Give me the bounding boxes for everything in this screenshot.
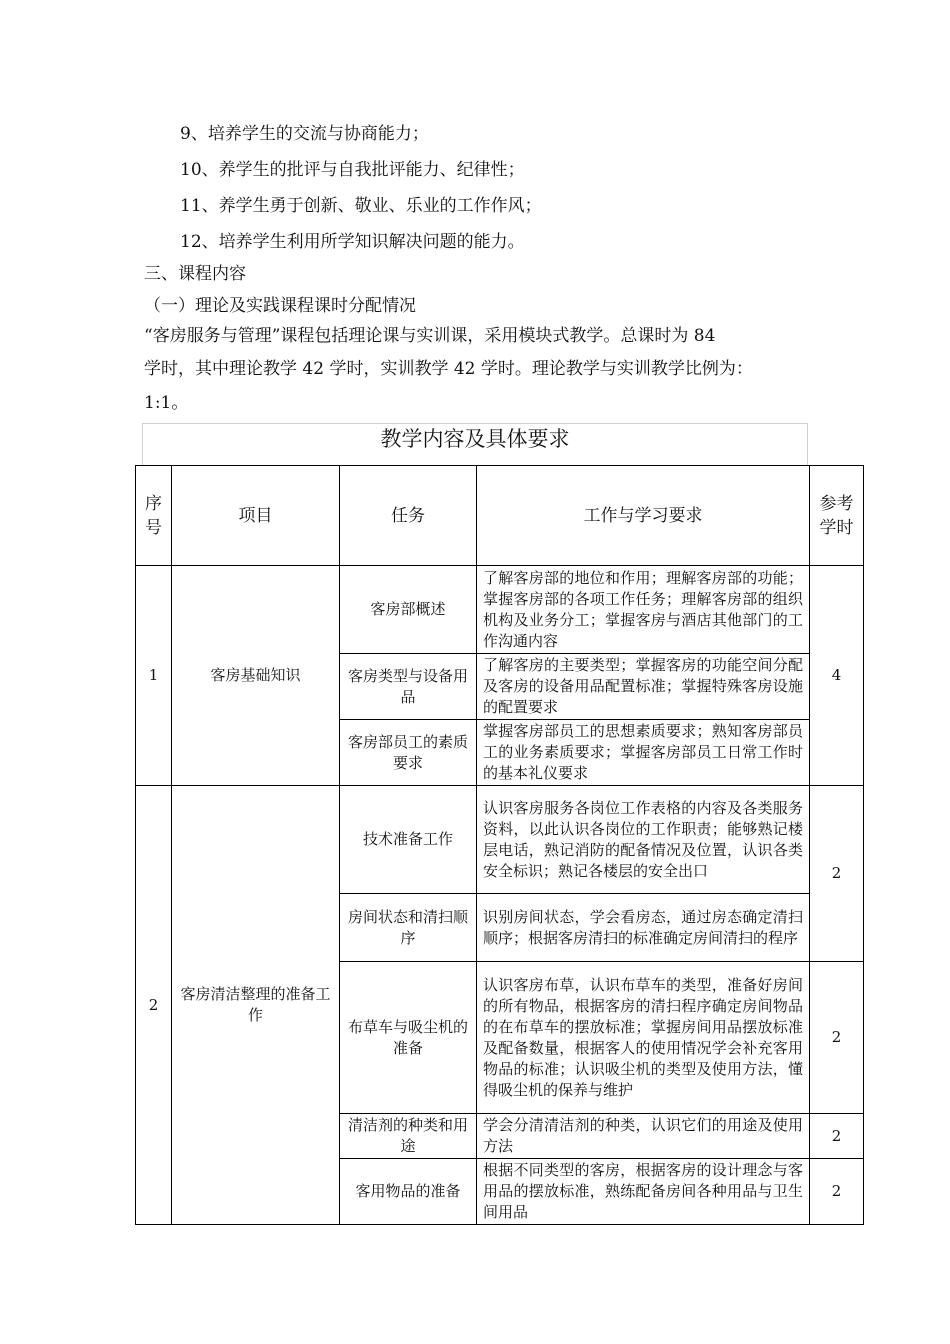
- cell-hours: 2: [810, 1159, 864, 1225]
- table-title: 教学内容及具体要求: [142, 423, 808, 465]
- goal-item-9: 9、培养学生的交流与协商能力；: [180, 124, 429, 144]
- table-header-row: [136, 466, 864, 566]
- intro-line-2: 学时，其中理论教学 42 学时，实训教学 42 学时。理论教学与实训教学比例为：: [144, 359, 753, 379]
- cell-task: 客房部员工的素质要求: [340, 720, 477, 786]
- header-seq: 序号: [136, 466, 172, 566]
- cell-requirement: 掌握客房部员工的思想素质要求；熟知客房部员工的业务素质要求；掌握客房部员工日常工作时的基本礼仪要求: [477, 720, 810, 786]
- header-hours: 参考学时: [810, 466, 864, 566]
- cell-requirement: 认识客房服务各岗位工作表格的内容及各类服务资料，以此认识各岗位的工作职责；能够熟记楼层电话，熟记消防的配备情况及位置，认识各类安全标识；熟记各楼层的安全出口: [477, 786, 810, 894]
- cell-hours: 2: [810, 1114, 864, 1159]
- intro-line-3: 1:1。: [144, 393, 189, 413]
- cell-seq: 2: [136, 786, 172, 1225]
- cell-task: 房间状态和清扫顺序: [340, 894, 477, 962]
- intro-line-1: “客房服务与管理”课程包括理论课与实训课，采用模块式教学。总课时为 84: [144, 326, 716, 346]
- cell-task: 清洁剂的种类和用途: [340, 1114, 477, 1159]
- header-task: 任务: [340, 466, 477, 566]
- cell-requirement: 认识客房布草，认识布草车的类型，准备好房间的所有物品，根据客房的清扫程序确定房间物品的在布草车的摆放标准；掌握房间用品摆放标准及配备数量，根据客人的使用情况学会补充客用物品的标准；认识吸尘机的类型及使用方法，懂得吸尘机的保养与维护: [477, 962, 810, 1114]
- header-requirement: 工作与学习要求: [477, 466, 810, 566]
- cell-task: 布草车与吸尘机的准备: [340, 962, 477, 1114]
- cell-requirement: 了解客房的主要类型；掌握客房的功能空间分配及客房的设备用品配置标准；掌握特殊客房设施的配置要求: [477, 654, 810, 720]
- section-heading: 三、课程内容: [144, 264, 246, 284]
- cell-requirement: 识别房间状态，学会看房态，通过房态确定清扫顺序；根据客房清扫的标准确定房间清扫的程序: [477, 894, 810, 962]
- cell-hours: 4: [810, 566, 864, 786]
- cell-requirement: 学会分清清洁剂的种类，认识它们的用途及使用方法: [477, 1114, 810, 1159]
- header-project: 项目: [172, 466, 340, 566]
- cell-requirement: 了解客房部的地位和作用；理解客房部的功能；掌握客房部的各项工作任务；理解客房部的组织机构及业务分工；掌握客房与酒店其他部门的工作沟通内容: [477, 566, 810, 654]
- cell-hours: 2: [810, 786, 864, 962]
- cell-hours: 2: [810, 962, 864, 1114]
- cell-task: 客用物品的准备: [340, 1159, 477, 1225]
- cell-task: 客房类型与设备用品: [340, 654, 477, 720]
- course-content-table: [135, 465, 864, 1225]
- cell-project: 客房基础知识: [172, 566, 340, 786]
- cell-seq: 1: [136, 566, 172, 786]
- cell-project: 客房清洁整理的准备工作: [172, 786, 340, 1225]
- goal-item-12: 12、培养学生利用所学知识解决问题的能力。: [180, 232, 525, 252]
- goal-item-11: 11、养学生勇于创新、敬业、乐业的工作作风；: [180, 196, 542, 216]
- cell-task: 技术准备工作: [340, 786, 477, 894]
- cell-requirement: 根据不同类型的客房，根据客房的设计理念与客用品的摆放标准，熟练配备房间各种用品与卫生间用品: [477, 1159, 810, 1225]
- cell-task: 客房部概述: [340, 566, 477, 654]
- subsection-heading: （一）理论及实践课程课时分配情况: [144, 296, 416, 316]
- table-row: [136, 566, 864, 654]
- goal-item-10: 10、养学生的批评与自我批评能力、纪律性；: [180, 160, 525, 180]
- table-row: [136, 786, 864, 894]
